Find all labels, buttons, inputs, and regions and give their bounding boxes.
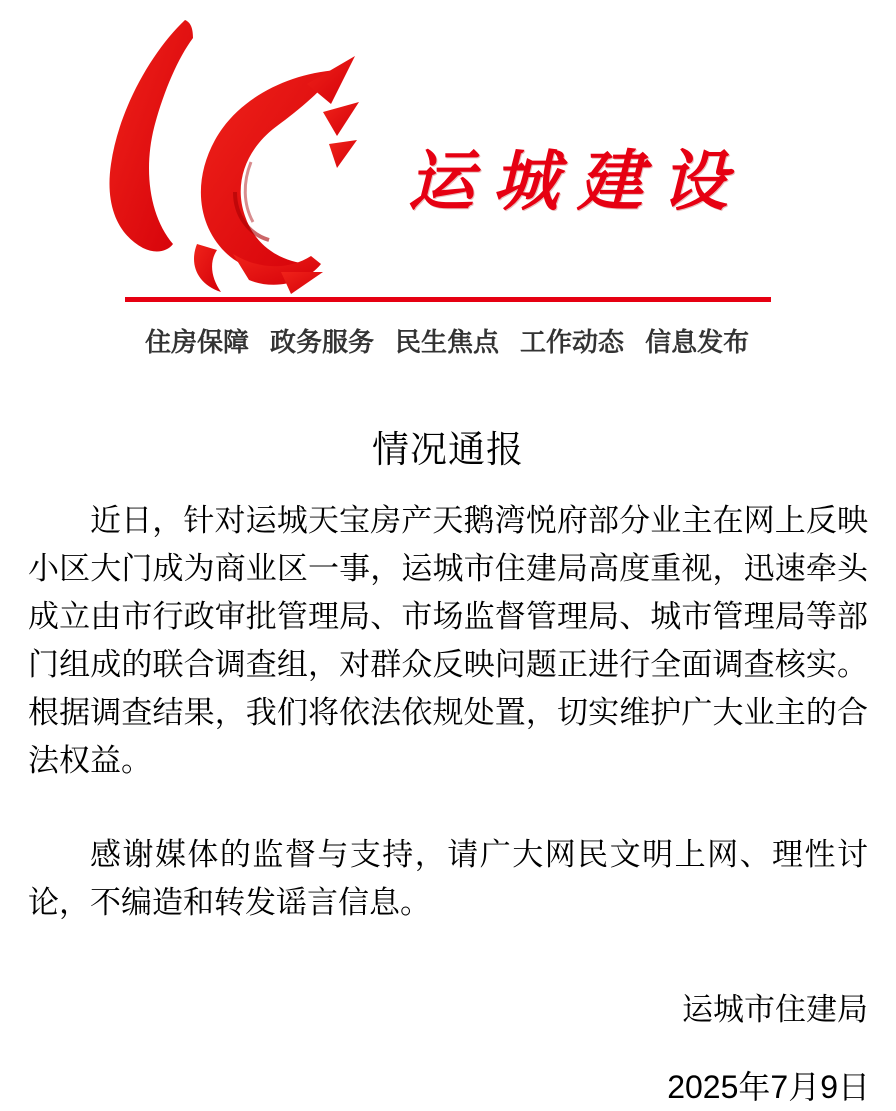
notice-body: [28, 497, 868, 973]
nav-item-gov-services[interactable]: 政务服务: [270, 327, 375, 357]
brand-title: 运城建设: [408, 144, 746, 218]
nav-item-work-trends[interactable]: 工作动态: [520, 327, 625, 357]
notice-signature: 运城市住建局: [682, 992, 868, 1027]
nav-menu: [145, 322, 749, 359]
notice-date: 2025年7月9日: [667, 1069, 870, 1105]
notice-title: 情况通报: [372, 429, 524, 470]
header-divider: [125, 297, 771, 302]
notice-paragraph-2: 感谢媒体的监督与支持，请广大网民文明上网、理性讨论，不编造和转发谣言信息。: [28, 837, 868, 920]
nav-item-housing[interactable]: 住房保障: [145, 327, 250, 357]
phoenix-flame-logo-icon: [85, 12, 360, 294]
nav-item-info-release[interactable]: 信息发布: [645, 327, 750, 357]
notice-paragraph-1: 近日，针对运城天宝房产天鹅湾悦府部分业主在网上反映小区大门成为商业区一事，运城市住建局高度重视，迅速牵头成立由市行政审批管理局、市场监督管理局、城市管理局等部门组成的联合调查组，对群众反映问题正进行全面调查核实。根据调查结果，我们将依法依规处置，切实维护广大业主的合法权益。: [28, 503, 868, 778]
nav-item-livelihood[interactable]: 民生焦点: [395, 327, 500, 357]
